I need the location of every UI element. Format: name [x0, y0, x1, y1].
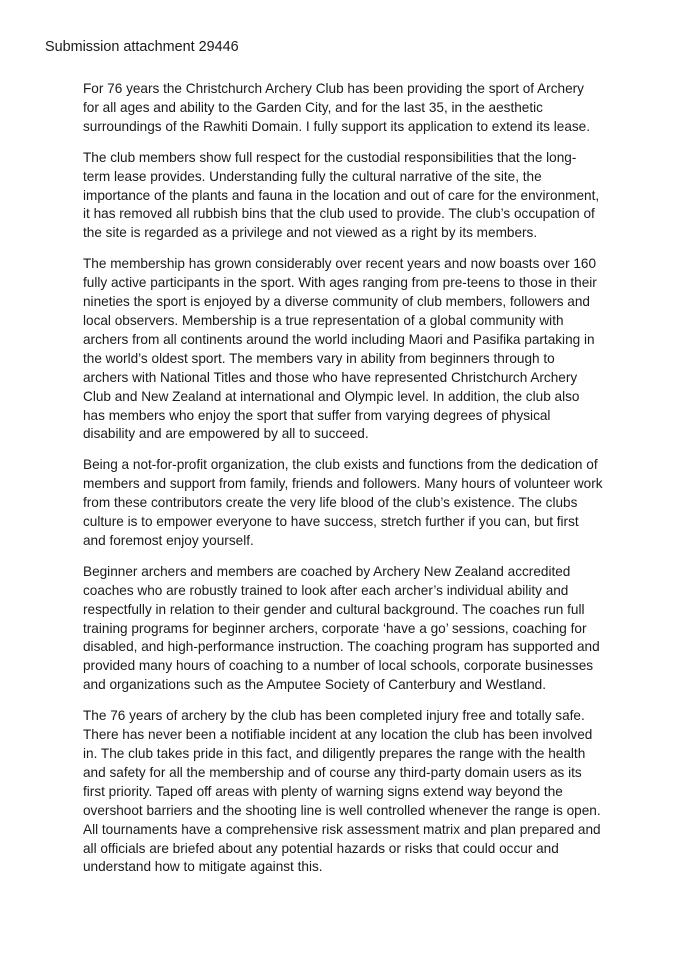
- paragraph-membership: The membership has grown considerably over recent years and now boasts over 160 fully active participants in the sport. With ages ranging from pre-teens to those in their nineties the sport is enjoyed by a diverse community of club members, followers and local observers. Membership is a true representation of a global community with archers from all continents around the world including Maori and Pasifika partaking in the world’s oldest sport. The members vary in ability from beginners through to archers with National Titles and those who have represented Christchurch Archery Club and New Zealand at international and Olympic level. In addition, the club also has members who enjoy the sport that suffer from varying degrees of physical disability and are empowered by all to succeed.: [83, 256, 597, 442]
- paragraph-safety: The 76 years of archery by the club has been completed injury free and totally safe. There has never been a notifiable incident at any location the club has been involved in. The club takes pride in this fact, and diligently prepares the range with the health and safety for all the membership and of course any third-party domain users as its first priority. Taped off areas with plenty of warning signs extend way beyond the overshoot barriers and the shooting line is well controlled whenever the range is open. All tournaments have a comprehensive risk assessment matrix and plan prepared and all officials are briefed about any potential hazards or risks that could occur and understand how to mitigate against this.: [83, 708, 601, 875]
- document-body: [83, 80, 603, 889]
- document-header: Submission attachment 29446: [45, 39, 239, 55]
- paragraph-coaching: Beginner archers and members are coached by Archery New Zealand accredited coaches who are robustly trained to look after each archer’s individual ability and respectfully in relation to their gender and cultural background. The coaches run full training programs for beginner archers, corporate ‘have a go’ sessions, coaching for disabled, and high-performance instruction. The coaching program has supported and provided many hours of coaching to a number of local schools, corporate businesses and organizations such as the Amputee Society of Canterbury and Westland.: [83, 563, 600, 693]
- paragraph-not-for-profit: Being a not-for-profit organization, the club exists and functions from the dedication of members and support from family, friends and followers. Many hours of volunteer work from these contributors create the very life blood of the club’s existence. The clubs culture is to empower everyone to have success, stretch further if you can, but first and foremost enjoy yourself.: [83, 457, 603, 548]
- paragraph-club-history: For 76 years the Christchurch Archery Club has been providing the sport of Archery for all ages and ability to the Garden City, and for the last 35, in the aesthetic surroundings of the Rawhiti Domain. I fully support its application to extend its lease.: [83, 81, 591, 134]
- paragraph-custodial-responsibility: The club members show full respect for the custodial responsibilities that the long-term lease provides. Understanding fully the cultural narrative of the site, the importance of the plants and fauna in the location and out of care for the environment, it has removed all rubbish bins that the club used to provide. The club’s occupation of the site is regarded as a privilege and not viewed as a right by its members.: [83, 149, 600, 241]
